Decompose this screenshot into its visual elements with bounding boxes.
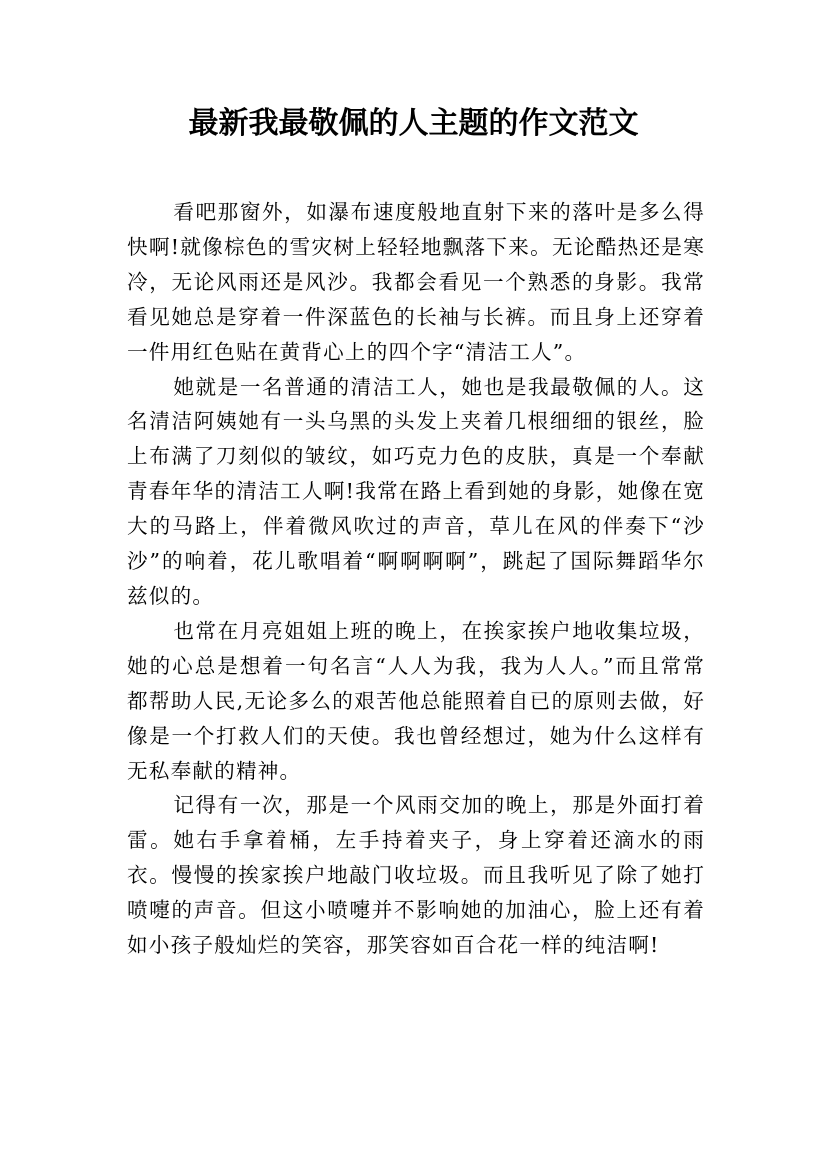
paragraph-1: 看吧那窗外，如瀑布速度般地直射下来的落叶是多么得快啊!就像棕色的雪灾树上轻轻地飘落下来。无论酷热还是寒冷，无论风雨还是风沙。我都会看见一个熟悉的身影。我常看见她总是穿着一件深蓝色的长袖与长裤。而且身上还穿着一件用红色贴在黄背心上的四个字“清洁工人”。 [127,200,705,364]
document-title: 最新我最敬佩的人主题的作文范文 [188,106,639,141]
document-body [127,195,705,963]
paragraph-4: 记得有一次，那是一个风雨交加的晚上，那是外面打着雷。她右手拿着桶，左手持着夹子，身上穿着还滴水的雨衣。慢慢的挨家挨户地敲门收垃圾。而且我听见了除了她打喷嚏的声音。但这小喷嚏并不影响她的加油心，脸上还有着如小孩子般灿烂的笑容，那笑容如百合花一样的纯洁啊! [127,793,705,958]
paragraph-2: 她就是一名普通的清洁工人，她也是我最敬佩的人。这名清洁阿姨她有一头乌黑的头发上夹着几根细细的银丝，脸上布满了刀刻似的皱纹，如巧克力色的皮肤，真是一个奉献青春年华的清洁工人啊!我常在路上看到她的身影，她像在宽大的马路上，伴着微风吹过的声音，草儿在风的伴奏下“沙沙”的响着，花儿歌唱着“啊啊啊啊”，跳起了国际舞蹈华尔兹似的。 [127,374,705,608]
paragraph-3: 也常在月亮姐姐上班的晚上，在挨家挨户地收集垃圾，她的心总是想着一句名言“人人为我，我为人人。”而且常常都帮助人民,无论多么的艰苦他总能照着自已的原则去做，好像是一个打救人们的天使。我也曾经想过，她为什么这样有无私奉献的精神。 [127,618,705,783]
